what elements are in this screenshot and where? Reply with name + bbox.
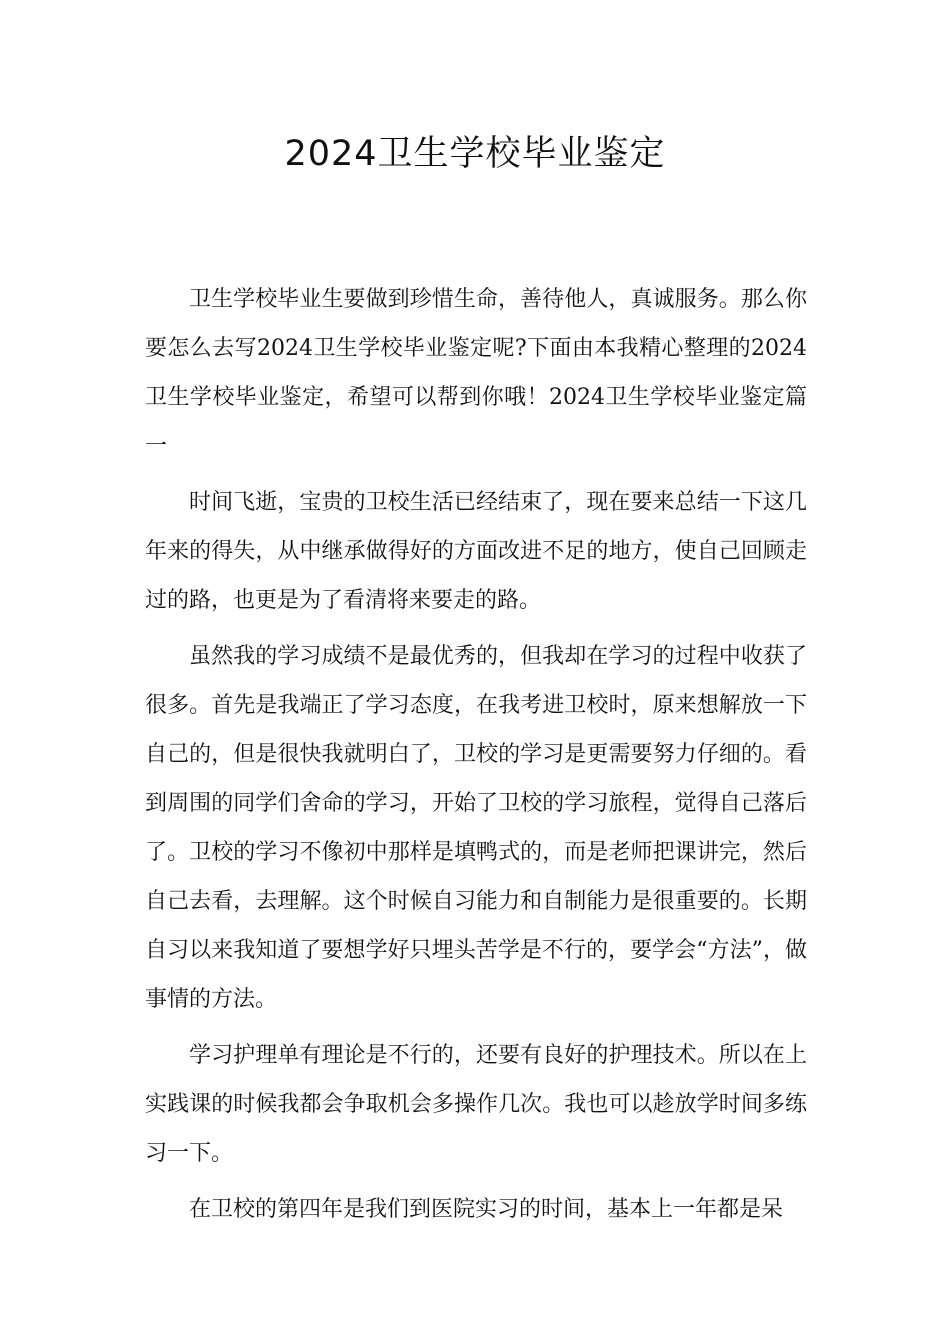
- document-body: [145, 275, 807, 1241]
- document-title: 2024卫生学校毕业鉴定: [284, 134, 666, 174]
- paragraph: 卫生学校毕业生要做到珍惜生命，善待他人，真诚服务。那么你要怎么去写2024卫生学校毕业鉴定呢?下面由本我精心整理的2024卫生学校毕业鉴定，希望可以帮到你哦！2024卫生学校毕业鉴定篇一: [145, 287, 807, 459]
- paragraph: 时间飞逝，宝贵的卫校生活已经结束了，现在要来总结一下这几年来的得失，从中继承做得好的方面改进不足的地方，使自己回顾走过的路，也更是为了看清将来要走的路。: [145, 490, 807, 613]
- paragraph: 在卫校的第四年是我们到医院实习的时间，基本上一年都是呆: [189, 1197, 784, 1222]
- paragraph: 学习护理单有理论是不行的，还要有良好的护理技术。所以在上实践课的时候我都会争取机会多操作几次。我也可以趁放学时间多练习一下。: [145, 1043, 807, 1166]
- paragraph: 虽然我的学习成绩不是最优秀的，但我却在学习的过程中收获了很多。首先是我端正了学习态度，在我考进卫校时，原来想解放一下自己的，但是很快我就明白了，卫校的学习是更需要努力仔细的。看到周围的同学们舍命的学习，开始了卫校的学习旅程，觉得自己落后了。卫校的学习不像初中那样是填鸭式的，而是老师把课讲完，然后自己去看，去理解。这个时候自习能力和自制能力是很重要的。长期自习以来我知道了要想学好只埋头苦学是不行的，要学会“方法”，做事情的方法。: [145, 644, 807, 1012]
